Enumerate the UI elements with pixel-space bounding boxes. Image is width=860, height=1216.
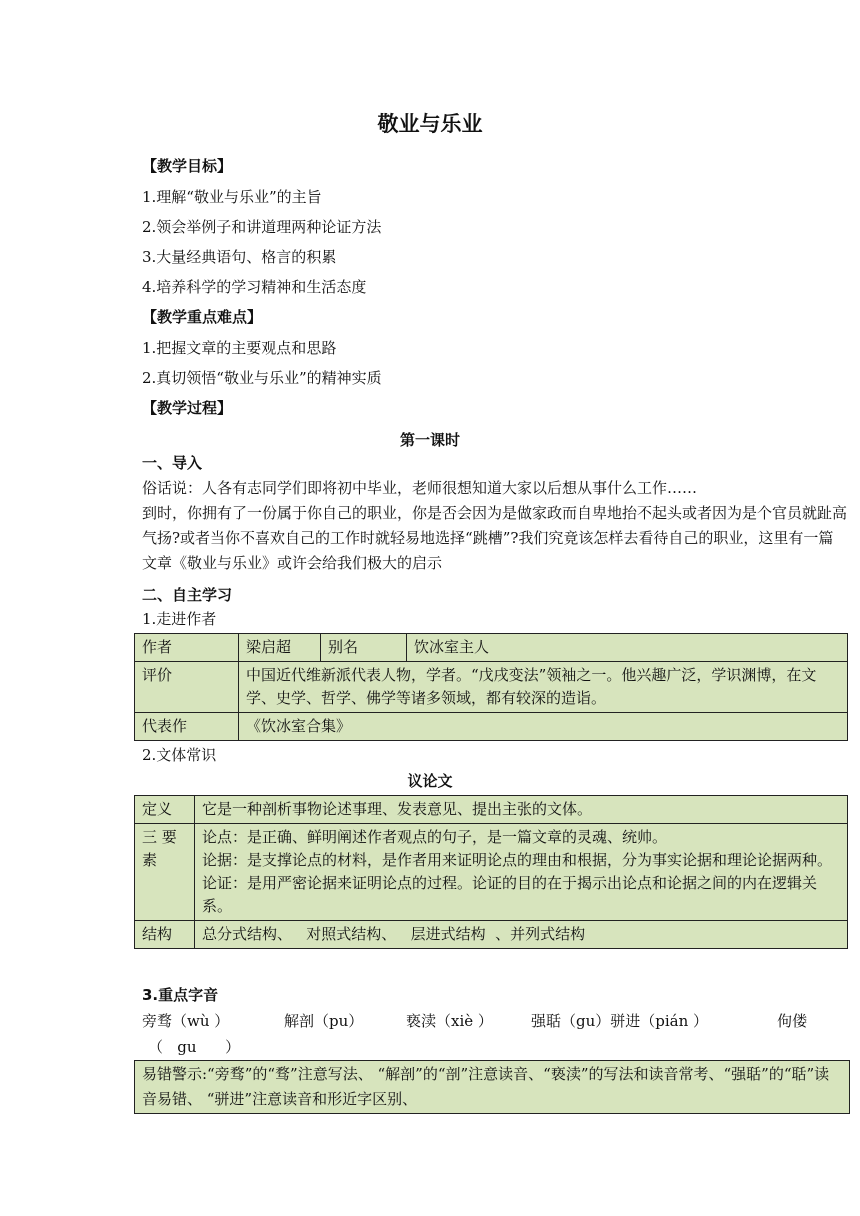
element-evidence: 论据：是支撑论点的材料，是作者用来证明论点的理由和根据，分为事实论据和理论论据两种。 xyxy=(202,851,833,869)
document-title: 敬业与乐业 xyxy=(377,112,483,136)
intro-paragraph: 到时，你拥有了一份属于你自己的职业，你是否会因为是做家政而自卑地抬不起头或者因为是个官员就趾高气扬?或者当你不喜欢自己的工作时就轻易地选择“跳槽”?我们究竟该怎样去看待自己的职业，这里有一篇文章《敬业与乐业》或许会给我们极大的启示 xyxy=(142,504,848,572)
author-value: 梁启超 xyxy=(239,634,321,662)
author-table xyxy=(134,633,848,741)
table-row xyxy=(135,662,848,713)
works-value: 《饮冰室合集》 xyxy=(239,713,848,741)
structure-value: 总分式结构、 对照式结构、 层进式结构 、并列式结构 xyxy=(195,921,848,949)
table-row xyxy=(135,713,848,741)
eval-value: 中国近代维新派代表人物，学者。“戊戌变法”领袖之一。他兴趣广泛，学识渊博，在文学、史学、哲学、佛学等诸多领域，都有较深的造诣。 xyxy=(239,662,848,713)
pronunciation-item: 亵渎（xiè ） xyxy=(406,1012,493,1030)
definition-value: 它是一种剖析事物论述事理、发表意见、提出主张的文体。 xyxy=(195,796,848,824)
pronunciation-item: 强聒（gu）骈进（pián ） xyxy=(531,1012,709,1030)
works-key: 代表作 xyxy=(135,713,239,741)
elements-value xyxy=(195,824,848,921)
lesson-title: 第一课时 xyxy=(399,431,460,449)
pronunciation-item: （ gu ） xyxy=(148,1038,241,1056)
table-row xyxy=(135,634,848,662)
error-warning-box: 易错警示:“旁骛”的“骛”注意写法、 “解剖”的“剖”注意读音、“亵渎”的写法和读音常考、“强聒”的“聒”读音易错、 “骈进”注意读音和形近字区别、 xyxy=(134,1060,850,1114)
table-row xyxy=(135,796,848,824)
eval-key: 评价 xyxy=(135,662,239,713)
goal-item: 3.大量经典语句、格言的积累 xyxy=(142,248,337,266)
process-heading: 【教学过程】 xyxy=(142,399,233,417)
pronunciation-item: 旁骛（wù ） xyxy=(142,1012,230,1030)
goal-item: 4.培养科学的学习精神和生活态度 xyxy=(142,278,367,296)
element-thesis: 论点：是正确、鲜明阐述作者观点的句子，是一篇文章的灵魂、统帅。 xyxy=(202,828,668,846)
pronunciation-item: 佝偻 xyxy=(777,1012,808,1030)
structure-key: 结构 xyxy=(135,921,195,949)
definition-key: 定义 xyxy=(135,796,195,824)
author-key: 作者 xyxy=(135,634,239,662)
pronunciation-heading: 3.重点字音 xyxy=(142,986,219,1004)
author-subheading: 1.走进作者 xyxy=(142,610,217,628)
goal-item: 2.领会举例子和讲道理两种论证方法 xyxy=(142,218,382,236)
table-row xyxy=(135,824,848,921)
section-heading-self-study: 二、自主学习 xyxy=(142,586,233,604)
intro-line: 俗话说：人各有志同学们即将初中毕业，老师很想知道大家以后想从事什么工作…… xyxy=(142,479,698,497)
genre-subheading: 2.文体常识 xyxy=(142,746,217,764)
alias-value: 饮冰室主人 xyxy=(407,634,848,662)
key-point: 2.真切领悟“敬业与乐业”的精神实质 xyxy=(142,369,382,387)
genre-table xyxy=(134,795,848,949)
key-point: 1.把握文章的主要观点和思路 xyxy=(142,339,337,357)
elements-key: 三 要 素 xyxy=(135,824,195,921)
section-heading-intro: 一、导入 xyxy=(142,454,203,472)
element-argument: 论证：是用严密论据来证明论点的过程。论证的目的在于揭示出论点和论据之间的内在逻辑关系。 xyxy=(202,874,818,915)
goals-heading: 【教学目标】 xyxy=(142,157,233,175)
key-heading: 【教学重点难点】 xyxy=(142,308,263,326)
pronunciation-item: 解剖（pu） xyxy=(284,1012,364,1030)
goal-item: 1.理解“敬业与乐业”的主旨 xyxy=(142,188,322,206)
alias-key: 别名 xyxy=(321,634,407,662)
genre-title: 议论文 xyxy=(407,772,453,790)
table-row xyxy=(135,921,848,949)
